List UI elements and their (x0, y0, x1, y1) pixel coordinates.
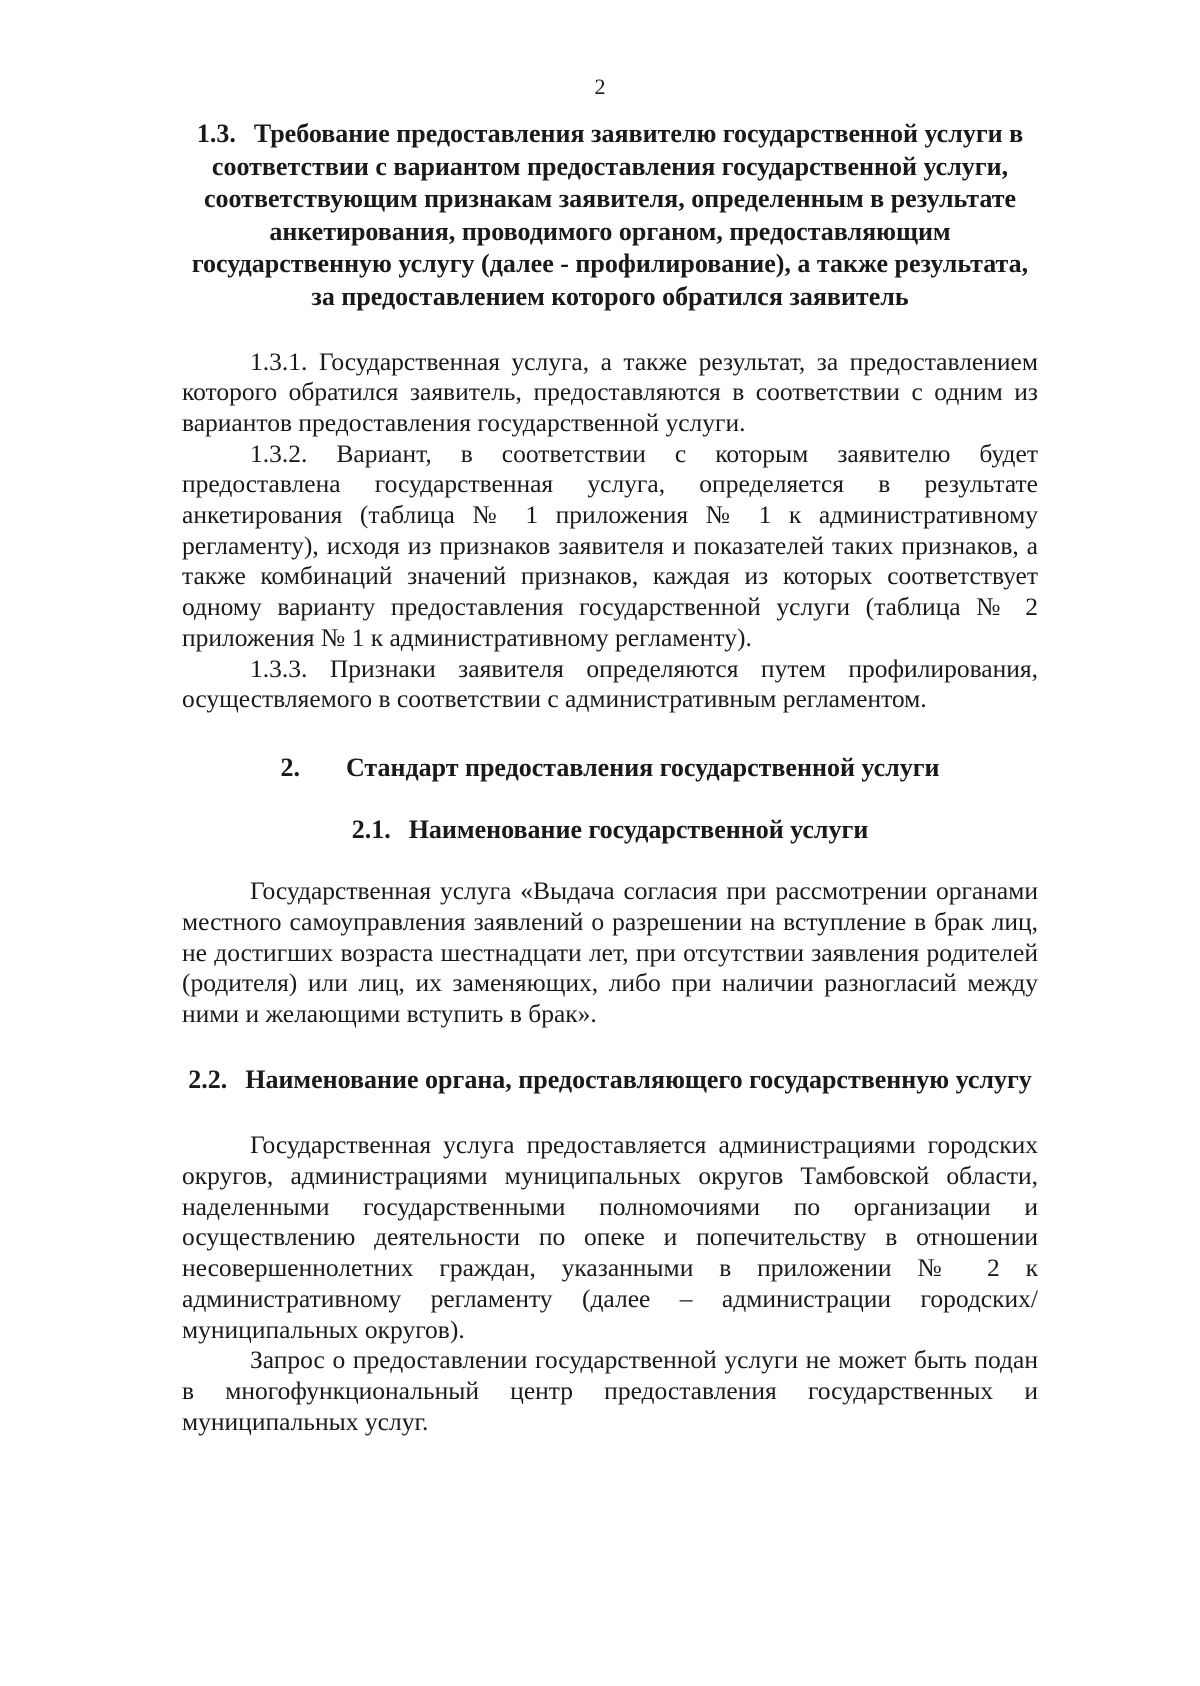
paragraph-2-1: Государственная услуга «Выдача согласия при рассмотрении органами местного самоуправления заявлений о разрешении на вступление в брак лиц, не достигших возраста шестнадцати лет, при отсутствии заявления родителей (родителя) или лиц, их заменяющих, либо при наличии разногласий между ними и желающими вступить в брак». (182, 876, 1038, 1028)
section-2-1-title: Наименование государственной услуги (408, 814, 869, 844)
paragraph-2-2-1: Государственная услуга предоставляется администрациями городских округов, администрациями муниципальных округов Тамбовской области, наделенными государственными полномочиями по организации и осуществлению деятельности по опеке и попечительству в отношении несовершеннолетних граждан, указанными в приложении № 2 к административному регламенту (далее – администрации городских/муниципальных округов). (182, 1130, 1038, 1344)
section-2-1-heading (182, 814, 1038, 847)
page-number: 2 (594, 74, 606, 99)
section-2-title: Стандарт предоставления государственной услуги (345, 753, 940, 782)
section-2-2-heading (182, 1064, 1038, 1097)
paragraph-1-3-2: 1.3.2. Вариант, в соответствии с которым заявителю будет предоставлена государственная услуга, определяется в результате анкетирования (таблица № 1 приложения № 1 к административному регламенту), исходя из признаков заявителя и показателей таких признаков, а также комбинаций значений признаков, каждая из которых соответствует одному варианту предоставления государственной услуги (таблица № 2 приложения № 1 к административному регламенту). (182, 438, 1038, 652)
section-2-2-number: 2.2. (188, 1064, 228, 1094)
section-1-3-number: 1.3. (196, 119, 236, 148)
section-2-2-title: Наименование органа, предоставляющего государственную услугу (245, 1064, 1032, 1094)
section-1-3-heading (182, 118, 1038, 314)
section-2-heading (182, 752, 1038, 785)
section-1-3-title: Требование предоставления заявителю государственной услуги в соответствии с вариантом предоставления государственной услуги, соответствующим признакам заявителя, определенным в результате анкетирования, проводимого органом, предоставляющим государственную услугу (далее - профилирование), а также результата, за предоставлением которого обратился заявитель (191, 119, 1029, 311)
section-2-number: 2. (280, 753, 300, 782)
section-2-1-number: 2.1. (351, 814, 391, 844)
paragraph-1-3-3: 1.3.3. Признаки заявителя определяются путем профилирования, осуществляемого в соответствии с административным регламентом. (182, 653, 1038, 714)
paragraph-2-2-2: Запрос о предоставлении государственной услуги не может быть подан в многофункциональный центр предоставления государственных и муниципальных услуг. (182, 1345, 1038, 1436)
document-body (182, 118, 1038, 1437)
paragraph-1-3-1: 1.3.1. Государственная услуга, а также результат, за предоставлением которого обратился заявитель, предоставляются в соответствии с одним из вариантов предоставления государственной услуги. (182, 346, 1038, 437)
